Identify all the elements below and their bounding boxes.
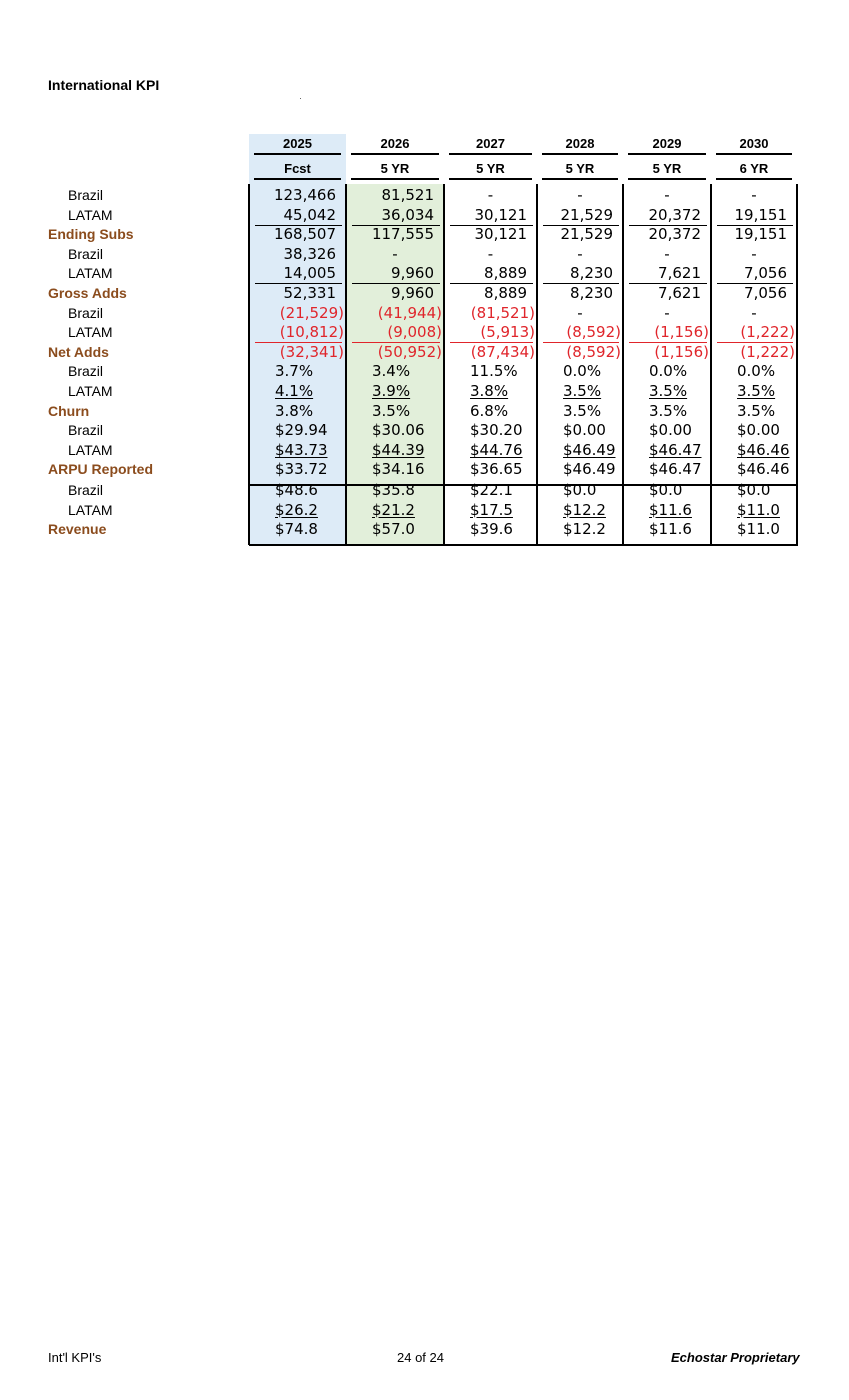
- value-cell: 3.8%: [275, 401, 314, 420]
- value-cell: $39.6: [470, 520, 513, 539]
- row-label: LATAM: [68, 265, 113, 282]
- value-cell: (8,592): [566, 323, 621, 342]
- value-cell: 3.5%: [563, 401, 602, 420]
- value-cell: 6.8%: [470, 401, 509, 420]
- value-cell: 7,621: [658, 284, 701, 302]
- value-cell: 0.0%: [737, 362, 776, 381]
- value-cell: 21,529: [560, 225, 613, 244]
- value-cell: $26.2: [275, 500, 318, 519]
- value-cell: 9,960: [391, 284, 434, 302]
- revenue-block-border: [249, 484, 798, 486]
- value-cell: 7,621: [658, 264, 701, 283]
- row-label: Brazil: [68, 482, 104, 498]
- section-label: Revenue: [48, 521, 107, 538]
- value-cell: $0.0: [649, 481, 683, 499]
- value-cell: $46.49: [563, 460, 616, 479]
- value-cell: -: [392, 244, 398, 263]
- value-cell: $46.46: [737, 440, 790, 459]
- column-type-header: 5 YR: [380, 161, 410, 176]
- column-type-header: 5 YR: [476, 161, 505, 176]
- value-cell: $0.00: [649, 421, 692, 440]
- value-cell: (1,156): [654, 323, 709, 342]
- value-cell: $17.5: [470, 500, 513, 519]
- value-cell: 3.5%: [649, 382, 688, 400]
- column-year-header: 2028: [565, 136, 595, 151]
- value-cell: (1,222): [740, 342, 795, 361]
- value-cell: $48.6: [275, 481, 318, 499]
- stray-dot: [300, 98, 301, 99]
- value-cell: 30,121: [474, 205, 527, 224]
- value-cell: -: [487, 244, 494, 263]
- value-cell: $0.00: [737, 421, 780, 440]
- column-year-header: 2027: [476, 136, 505, 151]
- row-label: Brazil: [68, 245, 104, 262]
- column-type-header: 5 YR: [652, 161, 682, 176]
- value-cell: (32,341): [279, 342, 344, 361]
- row-label: LATAM: [68, 501, 113, 518]
- header-rule: [542, 178, 618, 180]
- value-cell: $12.2: [563, 520, 606, 539]
- value-cell: (9,008): [387, 323, 442, 342]
- value-cell: $46.46: [737, 460, 790, 479]
- value-cell: 3.5%: [649, 401, 688, 420]
- footer-left: Int'l KPI's: [48, 1350, 102, 1365]
- value-cell: $57.0: [372, 520, 415, 539]
- row-label: Brazil: [68, 304, 104, 321]
- header-rule: [449, 153, 532, 155]
- value-cell: (10,812): [279, 323, 344, 342]
- value-cell: $43.73: [275, 440, 328, 459]
- value-cell: $34.16: [372, 460, 425, 479]
- value-cell: (8,592): [566, 342, 621, 361]
- value-cell: $29.94: [275, 421, 328, 440]
- value-cell: 9,960: [391, 264, 434, 283]
- value-cell: 8,230: [570, 284, 613, 302]
- value-cell: 19,151: [734, 225, 787, 244]
- value-cell: 20,372: [648, 225, 701, 244]
- value-cell: 3.5%: [737, 401, 776, 420]
- column-type-header: Fcst: [284, 161, 311, 176]
- value-cell: 117,555: [371, 225, 434, 244]
- value-cell: 8,889: [484, 264, 527, 283]
- value-cell: 8,889: [484, 284, 527, 302]
- value-cell: (21,529): [279, 303, 344, 322]
- column-year-header: 2026: [380, 136, 410, 151]
- value-cell: $46.47: [649, 460, 702, 479]
- header-rule: [716, 153, 792, 155]
- row-label: Brazil: [68, 422, 104, 439]
- value-cell: $11.6: [649, 520, 692, 539]
- section-label: Net Adds: [48, 343, 109, 360]
- value-cell: $12.2: [563, 500, 606, 519]
- column-year-header: 2030: [739, 136, 769, 151]
- value-cell: $0.0: [563, 481, 597, 499]
- value-cell: $74.8: [275, 520, 318, 539]
- value-cell: $46.49: [563, 440, 616, 459]
- value-cell: 19,151: [734, 205, 787, 224]
- value-cell: -: [751, 303, 757, 322]
- value-cell: 3.5%: [737, 382, 776, 400]
- column-year-header: 2025: [283, 136, 312, 151]
- value-cell: (5,913): [480, 323, 535, 342]
- column-type-header: 6 YR: [739, 161, 769, 176]
- value-cell: 0.0%: [563, 362, 602, 381]
- header-rule: [628, 153, 706, 155]
- header-rule: [254, 178, 341, 180]
- row-label: LATAM: [68, 383, 113, 399]
- section-label: Churn: [48, 402, 90, 419]
- header-rule: [254, 153, 341, 155]
- row-label: LATAM: [68, 206, 113, 223]
- value-cell: 3.5%: [372, 401, 411, 420]
- value-cell: 0.0%: [649, 362, 688, 381]
- value-cell: 4.1%: [275, 382, 314, 400]
- value-cell: $22.1: [470, 481, 513, 499]
- value-cell: (1,156): [654, 342, 709, 361]
- value-cell: 52,331: [283, 284, 336, 302]
- value-cell: 11.5%: [470, 362, 518, 381]
- header-rule: [716, 178, 792, 180]
- value-cell: 7,056: [744, 264, 787, 283]
- column-type-header: 5 YR: [565, 161, 595, 176]
- section-label: Gross Adds: [48, 285, 127, 301]
- footer-proprietary: Echostar Proprietary: [671, 1350, 800, 1365]
- header-rule: [351, 178, 439, 180]
- value-cell: 3.9%: [372, 382, 411, 400]
- value-cell: 3.7%: [275, 362, 314, 381]
- value-cell: -: [664, 244, 670, 263]
- value-cell: $11.0: [737, 500, 780, 519]
- section-label: ARPU Reported: [48, 461, 154, 478]
- row-label: LATAM: [68, 324, 113, 341]
- value-cell: (87,434): [470, 342, 535, 361]
- value-cell: -: [664, 186, 670, 204]
- value-cell: -: [577, 186, 583, 204]
- value-cell: $0.00: [563, 421, 606, 440]
- value-cell: 20,372: [648, 205, 701, 224]
- value-cell: -: [577, 244, 583, 263]
- row-label: LATAM: [68, 441, 113, 458]
- value-cell: $33.72: [275, 460, 328, 479]
- value-cell: -: [751, 244, 757, 263]
- footer-page-number: 24 of 24: [397, 1350, 444, 1365]
- value-cell: 38,326: [283, 244, 336, 263]
- value-cell: (81,521): [470, 303, 535, 322]
- value-cell: 3.8%: [470, 382, 509, 400]
- value-cell: $11.6: [649, 500, 692, 519]
- value-cell: $46.47: [649, 440, 702, 459]
- value-cell: $30.20: [470, 421, 523, 440]
- value-cell: -: [751, 186, 757, 204]
- section-label: Ending Subs: [48, 226, 134, 243]
- value-cell: 14,005: [283, 264, 336, 283]
- value-cell: (50,952): [377, 342, 442, 361]
- table-bottom-border: [249, 544, 798, 546]
- value-cell: 30,121: [474, 225, 527, 244]
- value-cell: $44.76: [470, 440, 523, 459]
- value-cell: 81,521: [381, 186, 434, 204]
- value-cell: (1,222): [740, 323, 795, 342]
- value-cell: 21,529: [560, 205, 613, 224]
- value-cell: -: [577, 303, 583, 322]
- header-rule: [542, 153, 618, 155]
- column-year-header: 2029: [652, 136, 682, 151]
- row-label: Brazil: [68, 363, 104, 380]
- value-cell: $0.0: [737, 481, 771, 499]
- value-cell: $36.65: [470, 460, 523, 479]
- value-cell: 7,056: [744, 284, 787, 302]
- value-cell: 45,042: [283, 205, 336, 224]
- value-cell: 8,230: [570, 264, 613, 283]
- value-cell: 3.4%: [372, 362, 411, 381]
- value-cell: -: [487, 186, 494, 204]
- value-cell: 3.5%: [563, 382, 602, 400]
- row-label: Brazil: [68, 187, 104, 203]
- value-cell: 123,466: [273, 186, 336, 204]
- column-border: [796, 184, 798, 545]
- header-rule: [449, 178, 532, 180]
- value-cell: 168,507: [273, 225, 336, 244]
- value-cell: (41,944): [377, 303, 442, 322]
- header-rule: [351, 153, 439, 155]
- value-cell: $30.06: [372, 421, 425, 440]
- header-rule: [628, 178, 706, 180]
- value-cell: $44.39: [372, 440, 425, 459]
- value-cell: -: [664, 303, 670, 322]
- value-cell: $35.8: [372, 481, 415, 499]
- page-title: International KPI: [48, 77, 160, 93]
- value-cell: $11.0: [737, 520, 780, 539]
- value-cell: $21.2: [372, 500, 415, 519]
- value-cell: 36,034: [381, 205, 434, 224]
